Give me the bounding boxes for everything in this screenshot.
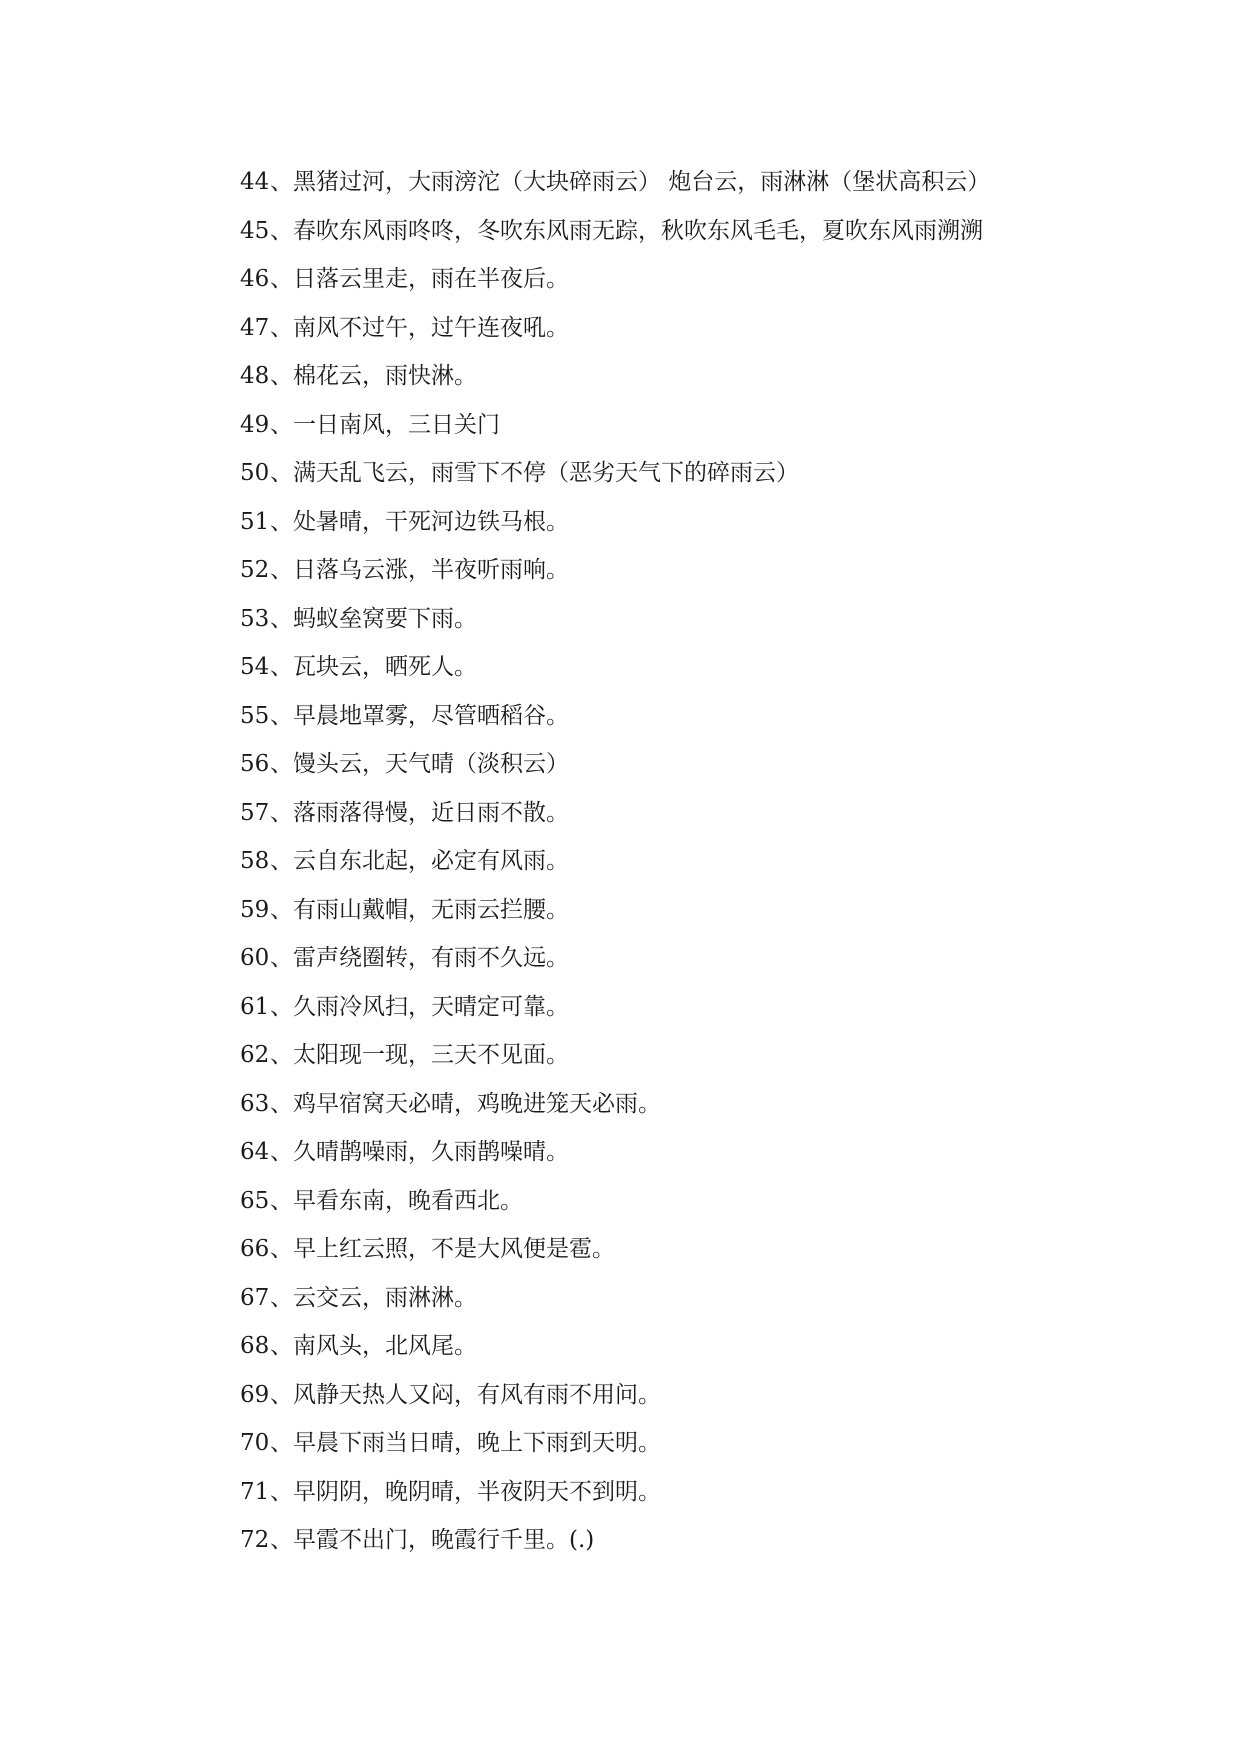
proverb-line bbox=[240, 1177, 1140, 1226]
line-number: 51 bbox=[240, 508, 270, 535]
line-separator: 、 bbox=[270, 896, 293, 923]
line-text: 日落云里走，雨在半夜后。 bbox=[293, 266, 569, 292]
line-text: 太阳现一现，三天不见面。 bbox=[293, 1042, 569, 1068]
line-text: 馒头云，天气晴（淡积云） bbox=[293, 751, 569, 777]
line-text: 有雨山戴帽，无雨云拦腰。 bbox=[293, 896, 569, 923]
line-separator: 、 bbox=[270, 1284, 293, 1311]
line-separator: 、 bbox=[270, 508, 293, 535]
line-number: 45 bbox=[240, 217, 270, 244]
proverb-line bbox=[240, 158, 1140, 207]
proverb-line bbox=[240, 449, 1140, 498]
line-text: 春吹东风雨咚咚，冬吹东风雨无踪，秋吹东风毛毛，夏吹东风雨溯溯 bbox=[293, 217, 983, 244]
line-number: 59 bbox=[240, 896, 270, 923]
line-separator: 、 bbox=[270, 1527, 293, 1553]
line-separator: 、 bbox=[270, 654, 293, 680]
line-text: 云交云，雨淋淋。 bbox=[293, 1284, 477, 1311]
line-separator: 、 bbox=[270, 1090, 293, 1117]
line-separator: 、 bbox=[270, 1139, 293, 1165]
line-number: 58 bbox=[240, 848, 270, 874]
line-number: 50 bbox=[240, 460, 270, 486]
line-number: 65 bbox=[240, 1187, 270, 1214]
proverb-line bbox=[240, 207, 1140, 256]
line-text: 日落乌云涨，半夜听雨响。 bbox=[293, 557, 569, 583]
line-number: 66 bbox=[240, 1236, 270, 1262]
line-number: 68 bbox=[240, 1333, 270, 1359]
line-text: 南风不过午，过午连夜吼。 bbox=[293, 314, 569, 341]
line-text: 满天乱飞云，雨雪下不停（恶劣天气下的碎雨云） bbox=[293, 460, 799, 486]
proverb-line bbox=[240, 837, 1140, 886]
line-separator: 、 bbox=[270, 169, 293, 195]
line-separator: 、 bbox=[270, 1187, 293, 1214]
proverb-line bbox=[240, 546, 1140, 595]
proverb-line bbox=[240, 692, 1140, 741]
line-number: 52 bbox=[240, 557, 270, 583]
line-separator: 、 bbox=[270, 1430, 293, 1456]
line-text: 处暑晴，干死河边铁马根。 bbox=[293, 508, 569, 535]
line-number: 57 bbox=[240, 799, 270, 826]
line-separator: 、 bbox=[270, 1042, 293, 1068]
proverb-line bbox=[240, 304, 1140, 353]
line-number: 64 bbox=[240, 1139, 270, 1165]
proverb-line bbox=[240, 255, 1140, 304]
line-number: 70 bbox=[240, 1430, 270, 1456]
line-number: 54 bbox=[240, 654, 270, 680]
line-number: 71 bbox=[240, 1478, 270, 1505]
line-number: 63 bbox=[240, 1090, 270, 1117]
proverb-line bbox=[240, 740, 1140, 789]
proverb-line bbox=[240, 983, 1140, 1032]
line-separator: 、 bbox=[270, 702, 293, 729]
proverb-line bbox=[240, 1468, 1140, 1517]
proverb-line bbox=[240, 1371, 1140, 1420]
proverb-line bbox=[240, 1322, 1140, 1371]
proverb-line bbox=[240, 1080, 1140, 1129]
line-text: 鸡早宿窝天必晴，鸡晚进笼天必雨。 bbox=[293, 1090, 661, 1117]
line-text: 雷声绕圈转，有雨不久远。 bbox=[293, 945, 569, 971]
line-text: 落雨落得慢，近日雨不散。 bbox=[293, 799, 569, 826]
line-text: 一日南风，三日关门 bbox=[293, 411, 500, 438]
line-separator: 、 bbox=[270, 266, 293, 292]
line-separator: 、 bbox=[270, 799, 293, 826]
proverb-line bbox=[240, 401, 1140, 450]
line-text: 棉花云，雨快淋。 bbox=[293, 363, 477, 389]
line-text: 久雨冷风扫，天晴定可靠。 bbox=[293, 993, 569, 1020]
proverb-line bbox=[240, 886, 1140, 935]
line-text: 南风头，北风尾。 bbox=[293, 1333, 477, 1359]
proverb-line bbox=[240, 1274, 1140, 1323]
line-text: 早看东南，晚看西北。 bbox=[293, 1187, 523, 1214]
line-separator: 、 bbox=[270, 217, 293, 244]
proverb-list bbox=[240, 158, 1140, 1565]
line-text: 蚂蚁垒窝要下雨。 bbox=[293, 605, 477, 632]
proverb-line bbox=[240, 595, 1140, 644]
line-text: 云自东北起，必定有风雨。 bbox=[293, 848, 569, 874]
line-number: 61 bbox=[240, 993, 270, 1020]
line-separator: 、 bbox=[270, 993, 293, 1020]
proverb-line bbox=[240, 1516, 1140, 1565]
line-number: 47 bbox=[240, 314, 270, 341]
line-separator: 、 bbox=[270, 945, 293, 971]
line-text: 早霞不出门，晚霞行千里。(.) bbox=[293, 1527, 595, 1553]
line-number: 55 bbox=[240, 702, 270, 729]
proverb-line bbox=[240, 1128, 1140, 1177]
proverb-line bbox=[240, 1419, 1140, 1468]
line-text: 黑猪过河，大雨滂沱（大块碎雨云） 炮台云，雨淋淋（堡状高积云） bbox=[293, 169, 991, 195]
line-number: 62 bbox=[240, 1042, 270, 1068]
line-separator: 、 bbox=[270, 557, 293, 583]
line-separator: 、 bbox=[270, 751, 293, 777]
line-separator: 、 bbox=[270, 848, 293, 874]
line-number: 60 bbox=[240, 945, 270, 971]
proverb-line bbox=[240, 352, 1140, 401]
line-text: 久晴鹊噪雨，久雨鹊噪晴。 bbox=[293, 1139, 569, 1165]
line-separator: 、 bbox=[270, 1381, 293, 1408]
line-separator: 、 bbox=[270, 411, 293, 438]
line-separator: 、 bbox=[270, 1333, 293, 1359]
line-number: 53 bbox=[240, 605, 270, 632]
line-text: 早晨下雨当日晴，晚上下雨到天明。 bbox=[293, 1430, 661, 1456]
line-number: 56 bbox=[240, 751, 270, 777]
line-number: 48 bbox=[240, 363, 270, 389]
line-separator: 、 bbox=[270, 363, 293, 389]
line-separator: 、 bbox=[270, 460, 293, 486]
proverb-line bbox=[240, 934, 1140, 983]
line-separator: 、 bbox=[270, 1478, 293, 1505]
line-text: 早上红云照，不是大风便是雹。 bbox=[293, 1236, 615, 1262]
line-number: 46 bbox=[240, 266, 270, 292]
proverb-line bbox=[240, 643, 1140, 692]
line-text: 瓦块云，晒死人。 bbox=[293, 654, 477, 680]
proverb-line bbox=[240, 1031, 1140, 1080]
proverb-line bbox=[240, 1225, 1140, 1274]
line-separator: 、 bbox=[270, 314, 293, 341]
line-separator: 、 bbox=[270, 605, 293, 632]
line-text: 早晨地罩雾，尽管晒稻谷。 bbox=[293, 702, 569, 729]
line-separator: 、 bbox=[270, 1236, 293, 1262]
line-text: 风静天热人又闷，有风有雨不用问。 bbox=[293, 1381, 661, 1408]
line-number: 69 bbox=[240, 1381, 270, 1408]
line-text: 早阴阴，晚阴晴，半夜阴天不到明。 bbox=[293, 1478, 661, 1505]
line-number: 67 bbox=[240, 1284, 270, 1311]
proverb-line bbox=[240, 498, 1140, 547]
line-number: 49 bbox=[240, 411, 270, 438]
line-number: 72 bbox=[240, 1527, 270, 1553]
proverb-line bbox=[240, 789, 1140, 838]
line-number: 44 bbox=[240, 169, 270, 195]
